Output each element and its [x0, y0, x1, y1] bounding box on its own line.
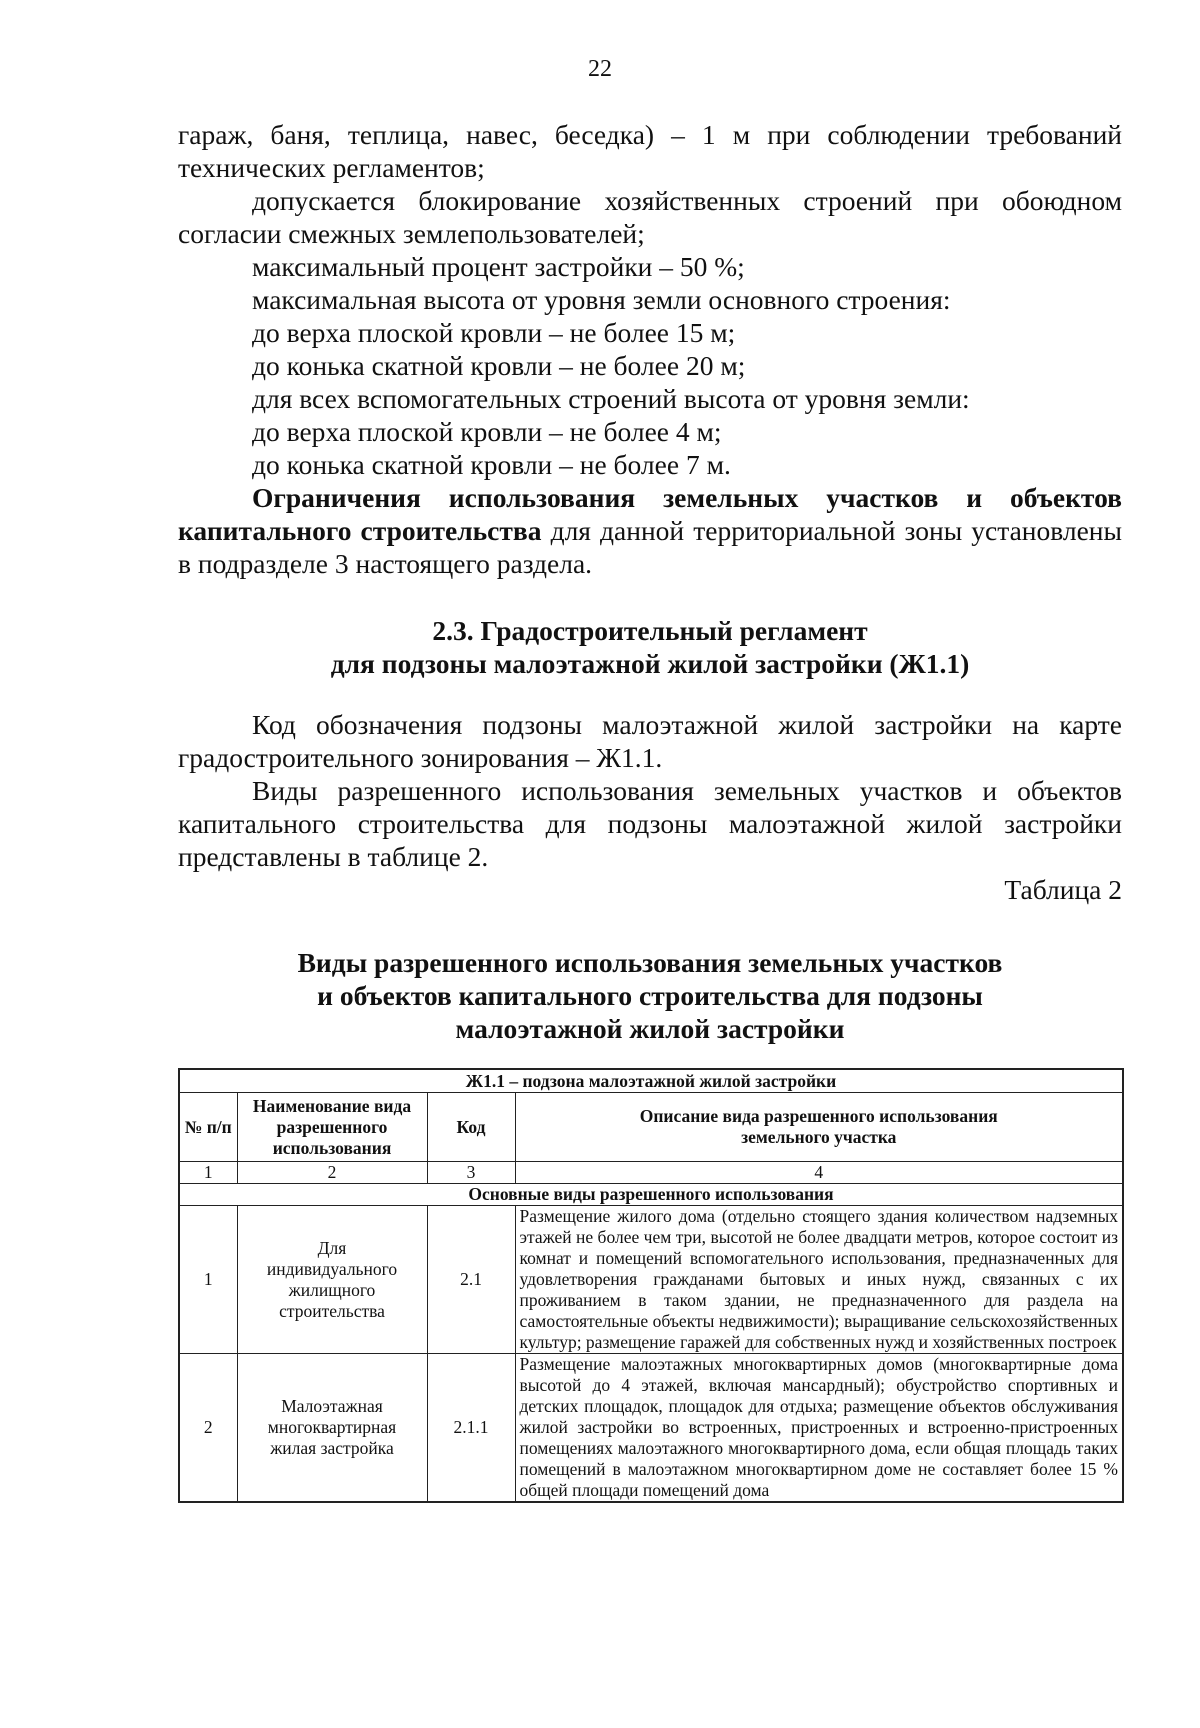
- col-number: 3: [427, 1162, 515, 1184]
- paragraph: Виды разрешенного использования земельных участков и объектов капитального строительства для подзоны малоэтажной жилой застройки представлены в таблице 2.: [178, 775, 1122, 872]
- col-number: 4: [515, 1162, 1123, 1184]
- row-name: Малоэтажная многоквартирная жилая застройка: [237, 1354, 427, 1503]
- section-title: [178, 614, 1122, 680]
- table-row: [179, 1206, 1123, 1354]
- header-desc: Описание вида разрешенного использования земельного участка: [515, 1093, 1123, 1162]
- table-title-line2: и объектов капитального строительства для подзоны: [317, 980, 983, 1011]
- table-row: [179, 1354, 1123, 1503]
- row-code: 2.1: [427, 1206, 515, 1354]
- row-num: 1: [179, 1206, 237, 1354]
- col-number: 2: [237, 1162, 427, 1184]
- restrictions-bold: Ограничения использования земельных участков и объектов капитального строительства: [178, 482, 1122, 546]
- list-item: для всех вспомогательных строений высота от уровня земли:: [252, 383, 970, 414]
- row-desc: Размещение жилого дома (отдельно стоящего здания количеством надземных этажей не более чем три, высотой не более двадцати метров, которое состоит из комнат и помещений вспомогательного использования, предназначенных для удовлетворения гражданами бытовых и иных нужд, связанных с их проживанием в таком здании, не предназначенного для раздела на самостоятельные объекты недвижимости); выращивание сельскохозяйственных культур; размещение гаражей для собственных нужд и хозяйственных построек: [515, 1206, 1123, 1354]
- restrictions-paragraph: [178, 481, 1122, 580]
- paragraph: допускается блокирование хозяйственных строений при обоюдном согласии смежных землепользователей;: [178, 185, 1122, 249]
- section-title-line2: для подзоны малоэтажной жилой застройки (Ж1.1): [330, 648, 970, 679]
- section-title-line1: 2.3. Градостроительный регламент: [432, 615, 868, 646]
- restrictions-rest: для данной территориальной зоны установлены в подразделе 3 настоящего раздела.: [178, 515, 1122, 579]
- regulation-table: [178, 1068, 1124, 1503]
- table-title-line1: Виды разрешенного использования земельных участков: [297, 947, 1003, 978]
- table-caption: Таблица 2: [1004, 874, 1122, 905]
- list-item: максимальный процент застройки – 50 %;: [252, 251, 745, 282]
- column-header-row: [179, 1093, 1123, 1162]
- list-item: до конька скатной кровли – не более 20 м;: [252, 350, 746, 381]
- paragraph: Код обозначения подзоны малоэтажной жилой застройки на карте градостроительного зонирования – Ж1.1.: [178, 709, 1122, 773]
- group-header-row: [179, 1184, 1123, 1206]
- header-name: Наименование вида разрешенного использования: [237, 1093, 427, 1162]
- col-number: 1: [179, 1162, 237, 1184]
- table-title: [178, 946, 1122, 1045]
- column-number-row: [179, 1162, 1123, 1184]
- zone-header: Ж1.1 – подзона малоэтажной жилой застройки: [179, 1069, 1123, 1093]
- document-body: [178, 118, 1122, 1045]
- row-desc: Размещение малоэтажных многоквартирных домов (многоквартирные дома высотой до 4 этажей, включая мансардный); обустройство спортивных и детских площадок, площадок для отдыха; размещение объектов обслуживания жилой застройки во встроенных, пристроенных и встроенно-пристроенных помещениях малоэтажного многоквартирного дома, если общая площадь таких помещений в малоэтажном многоквартирном доме не составляет более 15 % общей площади помещений дома: [515, 1354, 1123, 1503]
- list-item: до верха плоской кровли – не более 15 м;: [252, 317, 736, 348]
- row-code: 2.1.1: [427, 1354, 515, 1503]
- header-num: № п/п: [179, 1093, 237, 1162]
- row-name: Для индивидуального жилищного строительства: [237, 1206, 427, 1354]
- header-code: Код: [427, 1093, 515, 1162]
- paragraph: гараж, баня, теплица, навес, беседка) – 1 м при соблюдении требований технических регламентов;: [178, 119, 1122, 183]
- zone-header-row: [179, 1069, 1123, 1093]
- row-num: 2: [179, 1354, 237, 1503]
- group-header: Основные виды разрешенного использования: [179, 1184, 1123, 1206]
- list-item: до верха плоской кровли – не более 4 м;: [252, 416, 722, 447]
- page-number: 22: [588, 56, 612, 82]
- list-item: максимальная высота от уровня земли основного строения:: [252, 284, 951, 315]
- list-item: до конька скатной кровли – не более 7 м.: [252, 449, 731, 480]
- table-title-line3: малоэтажной жилой застройки: [455, 1013, 845, 1044]
